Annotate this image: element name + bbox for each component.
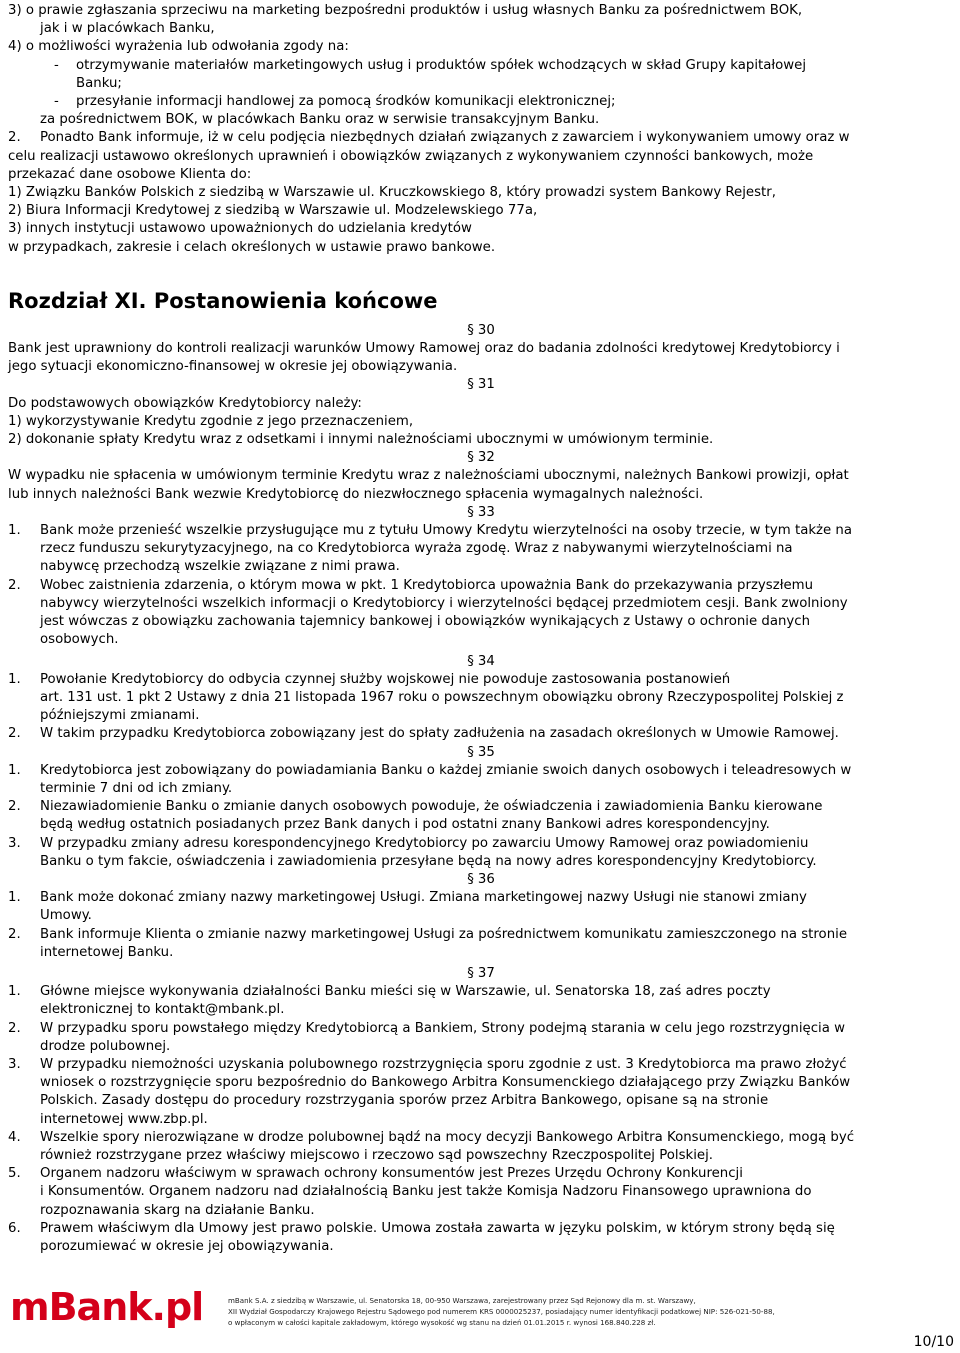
section-32-line: W wypadku nie spłacenia w umówionym terminie Kredytu wraz z należnościami ubocznymi, należnych Bankowi prowizji, opłat (8, 468, 849, 484)
footnote-line: XII Wydział Gospodarczy Krajowego Rejestru Sądowego pod numerem KRS 0000025237, posiadający numer identyfikacji podatkowej NIP: 526-021-50-88, (228, 1307, 775, 1316)
item-text: Organem nadzoru właściwym w sprawach ochrony konsumentów jest Prezes Urzędu Ochrony Konkurencji (40, 1166, 743, 1182)
item-text: Polskich. Zasady dostępu do procedury rozstrzygania sporów przez Arbitra Bankowego, opisane są na stronie (40, 1093, 769, 1109)
item-text: późniejszymi zmianami. (40, 708, 200, 724)
intro-paragraph-2: 2. Ponadto Bank informuje, iż w celu podjęcia niezbędnych działań związanych z zawarciem i wykonywaniem umowy oraz w (8, 130, 850, 146)
item-number: 6. (8, 1220, 21, 1236)
item-number: 1. (8, 671, 21, 687)
intro-dash-2-cont: za pośrednictwem BOK, w placówkach Banku oraz w serwisie transakcyjnym Banku. (40, 112, 600, 128)
intro-section (8, 2, 954, 257)
section-30-body (8, 340, 954, 376)
intro-list-3: 3) innych instytucji ustawowo upoważnionych do udzielania kredytów (8, 221, 472, 237)
numbered-item (8, 1129, 954, 1147)
numbered-item-cont (8, 853, 954, 871)
item-text: Niezawiadomienie Banku o zmianie danych osobowych powoduje, że oświadczenia i zawiadomienia Banku kierowane (40, 799, 823, 815)
intro-paragraph-2-line-3: przekazać dane osobowe Klienta do: (8, 166, 252, 182)
numbered-item (8, 1220, 954, 1238)
intro-item-4: 4) o możliwości wyrażenia lub odwołania zgody na: (8, 39, 349, 55)
item-text: Umowy. (40, 908, 92, 924)
item-number: 2. (8, 799, 21, 815)
item-text: i Konsumentów. Organem nadzoru nad działalnością Banku jest także Komisja Nadzoru Finansowego uprawniona do (40, 1184, 812, 1200)
item-number: 2. (8, 926, 21, 942)
item-text: wniosek o rozstrzygnięcie sporu bezpośrednio do Bankowego Arbitra Konsumenckiego działającego przy Związku Banków (40, 1075, 851, 1091)
numbered-item-cont (8, 631, 954, 649)
item-text: W takim przypadku Kredytobiorca zobowiązany jest do spłaty zadłużenia na zasadach określonych w Umowie Ramowej. (40, 726, 839, 742)
intro-dash-1: - otrzymywanie materiałów marketingowych usług i produktów spółek wchodzących w skład Grupy kapitałowej (8, 57, 954, 75)
numbered-item-cont (8, 1092, 954, 1110)
item-text: rzecz funduszu sekurytyzacyjnego, na co Kredytobiorca wyraża zgodę. Wraz z nabywanymi wierzytelnościami na (40, 541, 793, 557)
page-content (8, 0, 954, 1256)
numbered-item-cont (8, 944, 954, 962)
numbered-item-cont (8, 1183, 954, 1201)
numbered-item-cont (8, 1147, 954, 1165)
section-33-heading: § 33 (467, 504, 495, 520)
item-text: terminie 7 dni od ich zmiany. (40, 780, 233, 796)
item-text: Kredytobiorca jest zobowiązany do powiadamiania Banku o każdej zmianie swoich danych osobowych i teleadresowych w (40, 762, 852, 778)
item-text: Wszelkie spory nierozwiązane w drodze polubownej bądź na mocy decyzji Bankowego Arbitra Konsumenckiego, mogą być (40, 1129, 854, 1145)
item-text: nabywcy wierzytelności wszelkich informacji o Kredytobiorcy i wierzytelności będącej przedmiotem cesji. Bank zwolniony (40, 595, 848, 611)
item-number: 3. (8, 835, 21, 851)
numbered-item-cont (8, 540, 954, 558)
section-32-line: lub innych należności Bank wezwie Kredytobiorcę do niezwłocznego spłacenia wymagalnych należności. (8, 486, 704, 502)
item-number: 2. (8, 577, 21, 593)
numbered-item (8, 577, 954, 595)
numbered-item (8, 1056, 954, 1074)
section-36-items (8, 889, 954, 962)
footnote-line: o wpłaconym w całości kapitale zakładowym, którego wysokość wg stanu na dzień 01.01.2015 r. wynosi 168.840.228 zł. (228, 1318, 656, 1327)
numbered-item-cont (8, 907, 954, 925)
numbered-item (8, 926, 954, 944)
section-30-line: Bank jest uprawniony do kontroli realizacji warunków Umowy Ramowej oraz do badania zdolności kredytowej Kredytobiorcy i (8, 341, 840, 357)
numbered-item-cont (8, 1202, 954, 1220)
item-number: 1. (8, 890, 21, 906)
item-text: Prawem właściwym dla Umowy jest prawo polskie. Umowa została zawarta w języku polskim, w którym strony będą się (40, 1220, 835, 1236)
item-text: Główne miejsce wykonywania działalności Banku mieści się w Warszawie, ul. Senatorska 18, zaś adres poczty (40, 984, 771, 1000)
item-number: 2. (8, 726, 21, 742)
section-32-heading: § 32 (467, 450, 495, 466)
item-text: W przypadku sporu powstałego między Kredytobiorcą a Bankiem, Strony podejmą starania w celu jego rozstrzygnięcia w (40, 1020, 845, 1036)
item-text: drodze polubownej. (40, 1038, 171, 1054)
numbered-item-cont (8, 1074, 954, 1092)
item-text: nabywcę przechodzą wszelkie związane z nimi prawa. (40, 559, 400, 575)
item-text: jest wówczas z obowiązku zachowania tajemnicy bankowej i obowiązków wynikających z Ustawy o ochronie danych (40, 614, 811, 630)
footnote-line: mBank S.A. z siedzibą w Warszawie, ul. Senatorska 18, 00-950 Warszawa, zarejestrowany przez Sąd Rejonowy dla m. st. Warszawy, (228, 1296, 696, 1305)
mbank-logo: mBank.pl (10, 1285, 204, 1329)
section-31-lead: Do podstawowych obowiązków Kredytobiorcy należy: (8, 395, 362, 411)
section-30-heading: § 30 (467, 322, 495, 338)
item-text: Banku o tym fakcie, oświadczenia i zawiadomienia przesyłane będą na nowy adres korespondencyjny Kredytobiorcy. (40, 853, 817, 869)
section-35-items (8, 762, 954, 871)
item-number: 1. (8, 762, 21, 778)
item-text: W przypadku niemożności uzyskania polubownego rozstrzygnięcia sporu zgodnie z ust. 3 Kredytobiorca ma prawo złożyć (40, 1056, 847, 1072)
item-text: elektronicznej to kontakt@mbank.pl. (40, 1002, 285, 1018)
intro-list-2: 2) Biura Informacji Kredytowej z siedzibą w Warszawie ul. Modzelewskiego 77a, (8, 203, 538, 219)
item-text: internetowej Banku. (40, 944, 174, 960)
intro-paragraph-2-line-2: celu realizacji ustawowo określonych uprawnień i obowiązków związanych z wykonywaniem czynności bankowych, może (8, 148, 814, 164)
section-31-item-2: 2) dokonanie spłaty Kredytu wraz z odsetkami i innymi należnościami ubocznymi w umówionym terminie. (8, 432, 714, 448)
item-text: Bank może dokonać zmiany nazwy marketingowej Usługi. Zmiana marketingowej nazwy Usługi nie stanowi zmiany (40, 890, 807, 906)
section-34-items (8, 671, 954, 744)
numbered-item-cont (8, 780, 954, 798)
intro-dash-2: - przesyłanie informacji handlowej za pomocą środków komunikacji elektronicznej; (8, 93, 954, 111)
numbered-item (8, 835, 954, 853)
numbered-item (8, 1020, 954, 1038)
item-number: 4. (8, 1129, 21, 1145)
section-34-heading: § 34 (467, 653, 495, 669)
page-number: 10/10 (913, 1334, 954, 1350)
numbered-item (8, 983, 954, 1001)
item-text: Wobec zaistnienia zdarzenia, o którym mowa w pkt. 1 Kredytobiorca upoważnia Bank do przekazywania przyszłemu (40, 577, 814, 593)
item-text: Powołanie Kredytobiorcy do odbycia czynnej służby wojskowej nie powoduje zastosowania postanowień (40, 671, 731, 687)
intro-item-3: 3) o prawie zgłaszania sprzeciwu na marketing bezpośredni produktów i usług własnych Banku za pośrednictwem BOK, (8, 3, 803, 18)
numbered-item-cont (8, 1111, 954, 1129)
section-36-heading: § 36 (467, 871, 495, 887)
intro-list-1: 1) Związku Banków Polskich z siedzibą w Warszawie ul. Kruczkowskiego 8, który prowadzi system Bankowy Rejestr, (8, 185, 776, 201)
section-37-heading: § 37 (467, 965, 495, 981)
legal-footnote (228, 1295, 868, 1328)
numbered-item-cont (8, 689, 954, 707)
item-number: 1. (8, 523, 21, 539)
numbered-item-cont (8, 1038, 954, 1056)
item-number: 3. (8, 1056, 21, 1072)
item-text: również rozstrzygane przez właściwy miejscowo i rzeczowo sąd powszechny Rzeczpospolitej Polskiej. (40, 1147, 713, 1163)
item-text: Bank może przenieść wszelkie przysługujące mu z tytułu Umowy Kredytu wierzytelności na osoby trzecie, w tym także na (40, 523, 853, 539)
item-number: 1. (8, 984, 21, 1000)
section-31-heading: § 31 (467, 377, 495, 393)
numbered-item (8, 522, 954, 540)
item-text: art. 131 ust. 1 pkt 2 Ustawy z dnia 21 listopada 1967 roku o powszechnym obowiązku obrony Rzeczypospolitej Polskiej z (40, 689, 844, 705)
section-35-heading: § 35 (467, 744, 495, 760)
numbered-item-cont (8, 595, 954, 613)
numbered-item-cont (8, 558, 954, 576)
numbered-item (8, 762, 954, 780)
item-text: internetowej www.zbp.pl. (40, 1111, 208, 1127)
intro-item-3-cont: jak i w placówkach Banku, (40, 21, 215, 37)
numbered-item-cont (8, 1001, 954, 1019)
item-text: W przypadku zmiany adresu korespondencyjnego Kredytobiorcy po zawarciu Umowy Ramowej oraz powiadomieniu (40, 835, 809, 851)
dash-marker: - (54, 94, 59, 110)
section-37-items (8, 983, 954, 1256)
numbered-item (8, 798, 954, 816)
chapter-title: Rozdział XI. Postanowienia końcowe (8, 288, 438, 313)
item-number: 5. (8, 1166, 21, 1182)
item-number: 2. (8, 1020, 21, 1036)
numbered-item-cont (8, 707, 954, 725)
item-text: rozpoznawania skarg na działanie Banku. (40, 1202, 315, 1218)
numbered-item (8, 889, 954, 907)
item-text: porozumiewać w okresie jej obowiązywania. (40, 1239, 334, 1254)
item-text: osobowych. (40, 632, 119, 648)
numbered-item-cont (8, 613, 954, 631)
section-31-item-1: 1) wykorzystywanie Kredytu zgodnie z jego przeznaczeniem, (8, 413, 414, 429)
section-33-items (8, 522, 954, 649)
page-footer (0, 1283, 960, 1353)
numbered-item-cont (8, 816, 954, 834)
numbered-item-cont (8, 1238, 954, 1256)
item-text: będą według ostatnich posiadanych przez Bank danych i pod ostatni znany Bankowi adres korespondencyjny. (40, 817, 770, 833)
numbered-item (8, 1165, 954, 1183)
intro-list-3-cont: w przypadkach, zakresie i celach określonych w ustawie prawo bankowe. (8, 239, 496, 255)
intro-dash-1-cont: Banku; (76, 75, 122, 91)
numbered-item (8, 725, 954, 743)
section-30-line: jego sytuacji ekonomiczno-finansowej w okresie jej obowiązywania. (8, 359, 458, 375)
numbered-item (8, 671, 954, 689)
item-text: Bank informuje Klienta o zmianie nazwy marketingowej Usługi za pośrednictwem komunikatu zamieszczonego na stronie (40, 926, 847, 942)
dash-marker: - (54, 57, 59, 73)
